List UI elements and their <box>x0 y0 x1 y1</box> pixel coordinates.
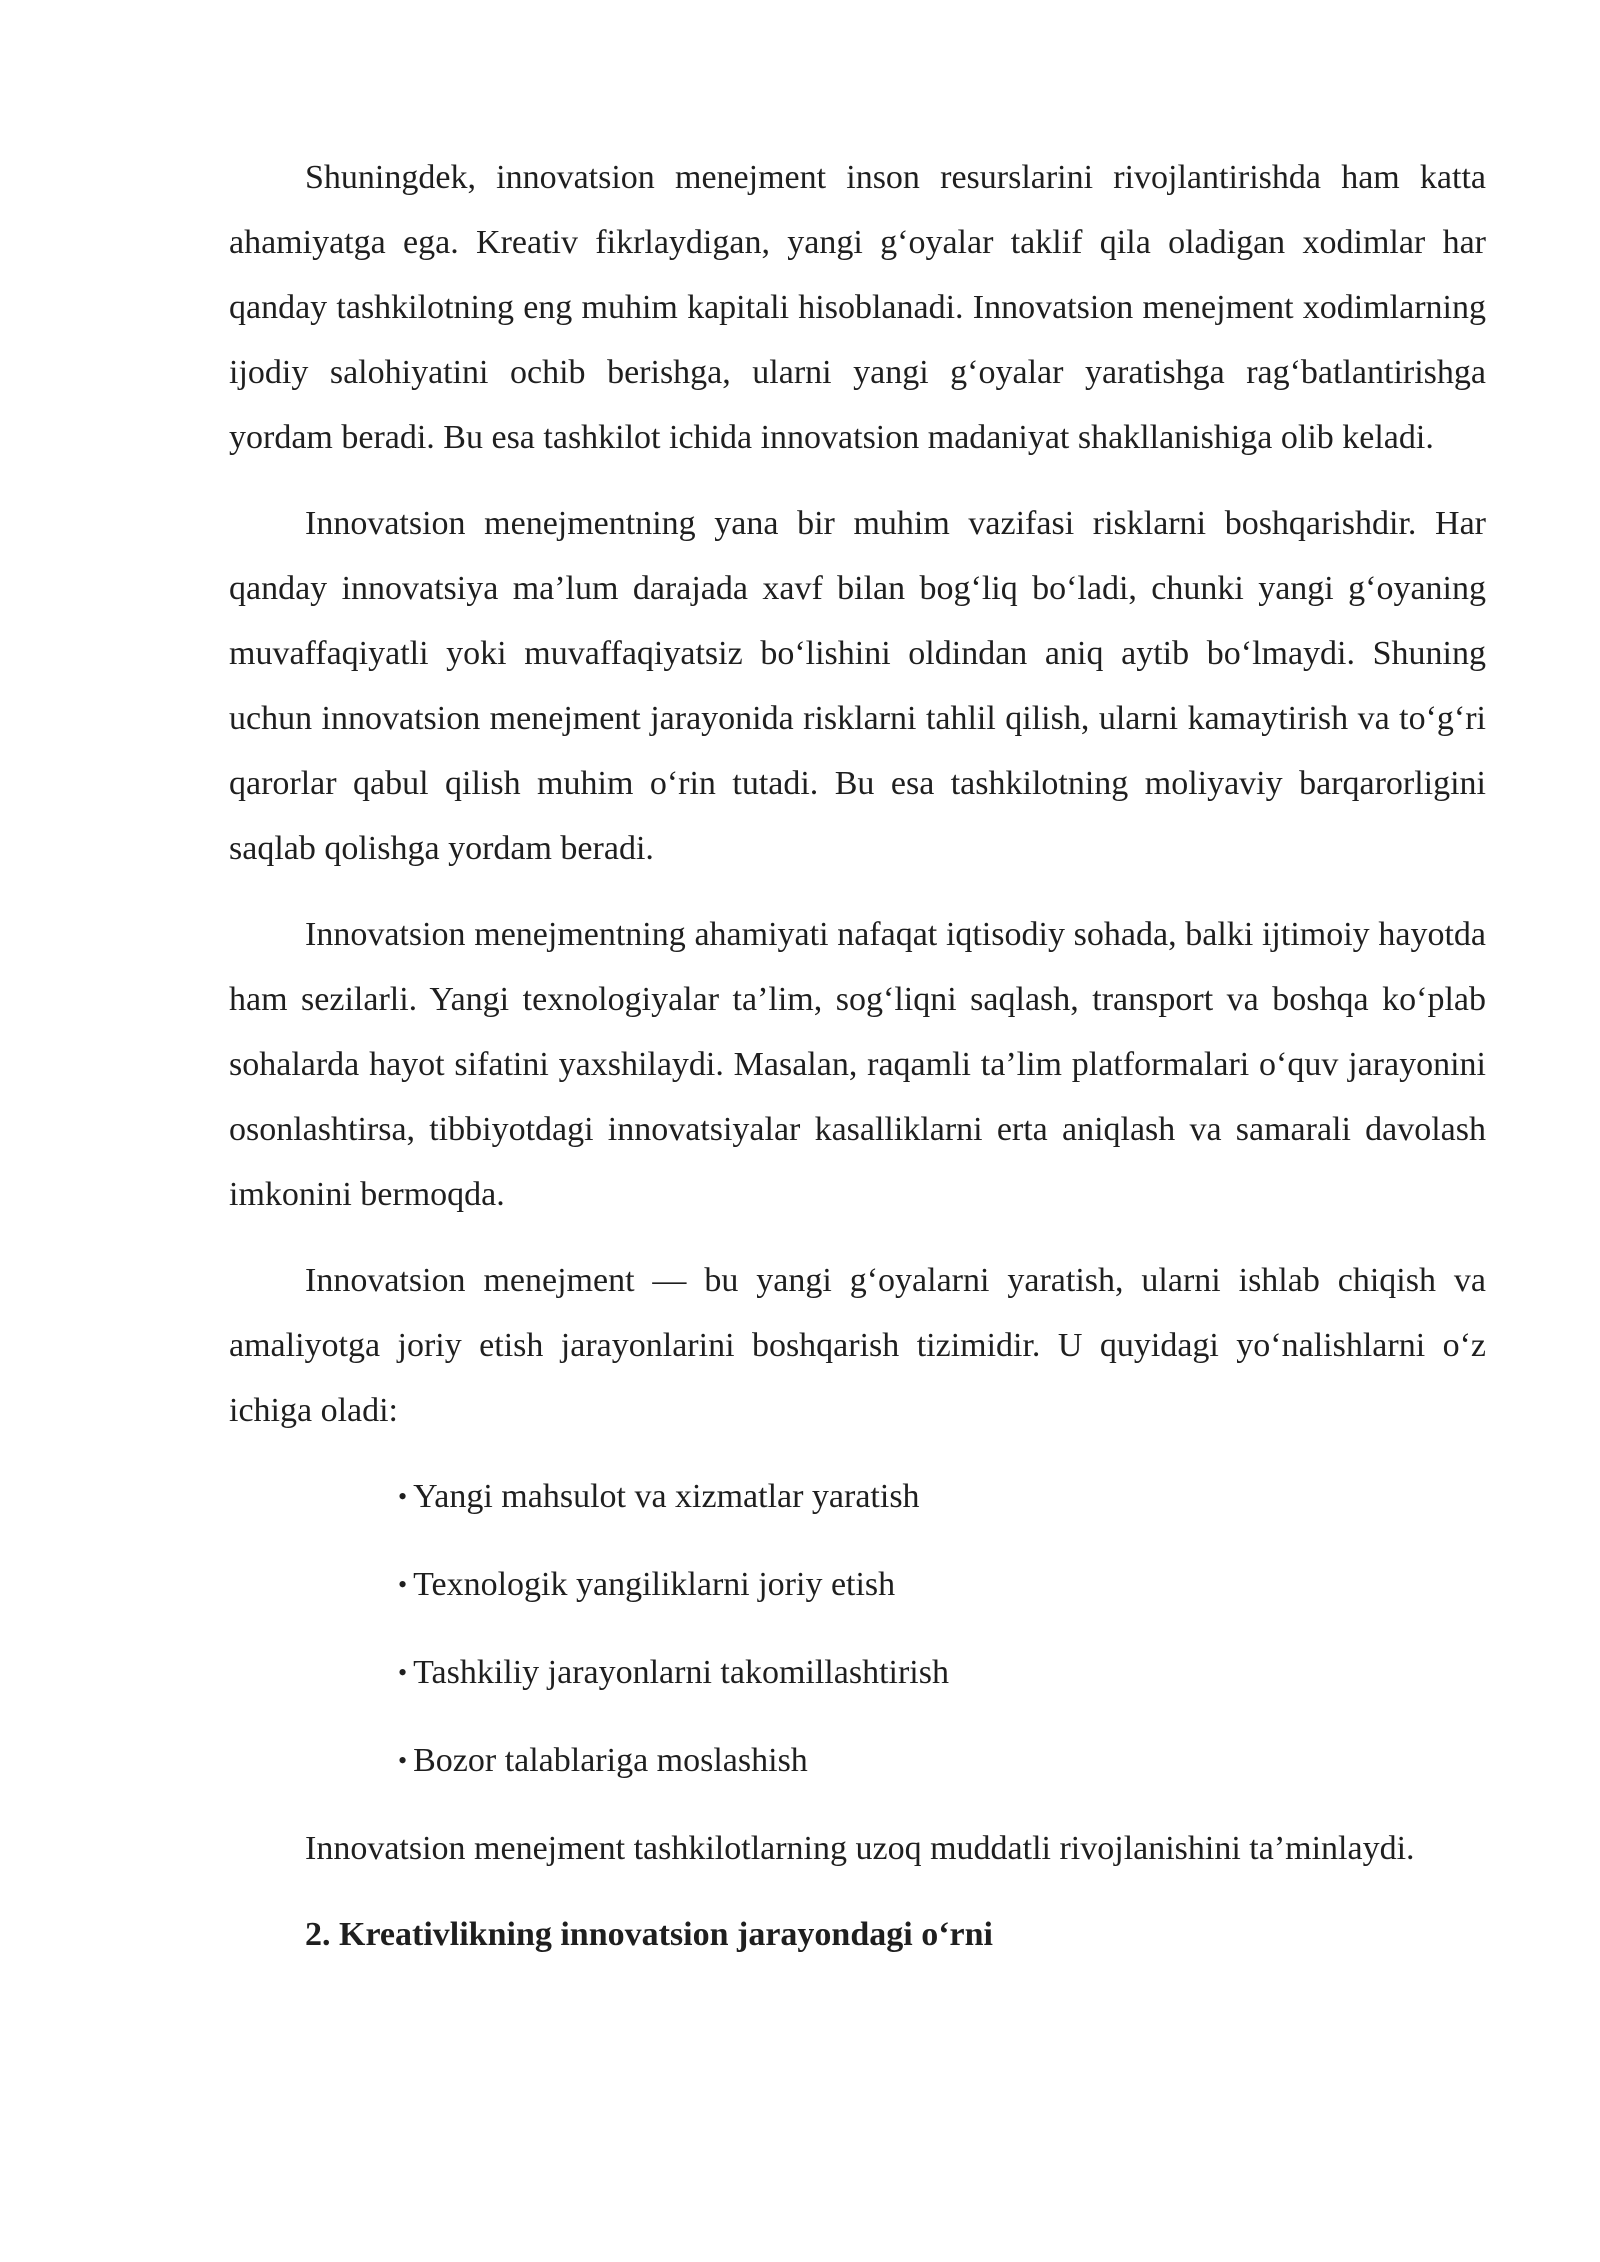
paragraph-closing: Innovatsion menejment tashkilotlarning uzoq muddatli rivojlanishini ta’minlaydi. <box>305 1830 1415 1867</box>
paragraph-definition: Innovatsion menejment — bu yangi g‘oyalarni yaratish, ularni ishlab chiqish va amaliyotga joriy etish jarayonlarini boshqarish tizimidir. U quyidagi yo‘nalishlarni o‘z ichiga oladi: <box>229 1262 1486 1429</box>
bullet-icon: • <box>398 1482 408 1511</box>
section-heading: 2. Kreativlikning innovatsion jarayondagi o‘rni <box>305 1916 993 1953</box>
bullet-icon: • <box>398 1746 408 1775</box>
list-item: • Bozor talablariga moslashish <box>398 1742 808 1779</box>
paragraph-risk-management: Innovatsion menejmentning yana bir muhim vazifasi risklarni boshqarishdir. Har qanday innovatsiya ma’lum darajada xavf bilan bog‘liq bo‘ladi, chunki yangi g‘oyaning muvaffaqiyatli yoki muvaffaqiyatsiz bo‘lishini oldindan aniq aytib bo‘lmaydi. Shuning uchun innovatsion menejment jarayonida risklarni tahlil qilish, ularni kamaytirish va to‘g‘ri qarorlar qabul qilish muhim o‘rin tutadi. Bu esa tashkilotning moliyaviy barqarorligini saqlab qolishga yordam beradi. <box>229 505 1486 867</box>
list-item: • Tashkiliy jarayonlarni takomillashtirish <box>398 1654 949 1691</box>
document-page <box>229 145 1486 1967</box>
bullet-icon: • <box>398 1570 408 1599</box>
directions-list <box>229 1464 1486 1795</box>
paragraph-human-resources: Shuningdek, innovatsion menejment inson resurslarini rivojlantirishda ham katta ahamiyatga ega. Kreativ fikrlaydigan, yangi g‘oyalar taklif qila oladigan xodimlar har qanday tashkilotning eng muhim kapitali hisoblanadi. Innovatsion menejment xodimlarning ijodiy salohiyatini ochib berishga, ularni yangi g‘oyalar yaratishga rag‘batlantirishga yordam beradi. Bu esa tashkilot ichida innovatsion madaniyat shakllanishiga olib keladi. <box>229 159 1486 456</box>
list-item: • Texnologik yangiliklarni joriy etish <box>398 1566 896 1603</box>
list-item: • Yangi mahsulot va xizmatlar yaratish <box>398 1478 920 1515</box>
paragraph-social-importance: Innovatsion menejmentning ahamiyati nafaqat iqtisodiy sohada, balki ijtimoiy hayotda ham sezilarli. Yangi texnologiyalar ta’lim, sog‘liqni saqlash, transport va boshqa ko‘plab sohalarda hayot sifatini yaxshilaydi. Masalan, raqamli ta’lim platformalari o‘quv jarayonini osonlashtirsa, tibbiyotdagi innovatsiyalar kasalliklarni erta aniqlash va samarali davolash imkonini bermoqda. <box>229 916 1486 1213</box>
bullet-icon: • <box>398 1658 408 1687</box>
